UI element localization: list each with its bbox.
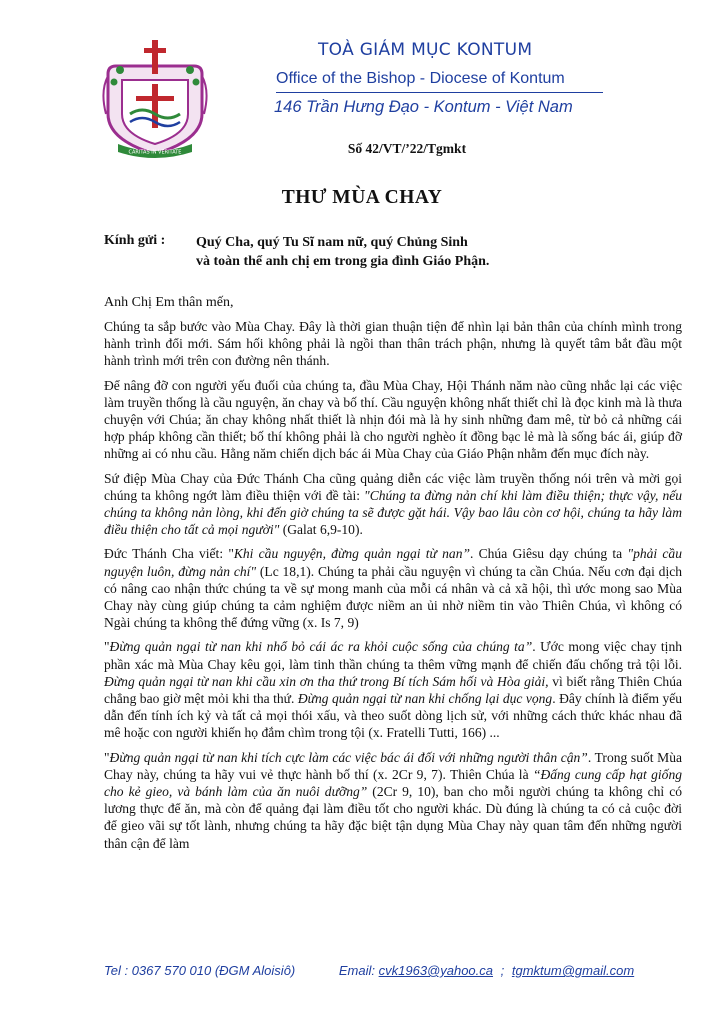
paragraph-3-text-a: Sứ điệp Mùa Chay của Đức Thánh Cha cũng quảng diễn các việc làm truyền thống nói trên và mời gọi chúng ta không ngớt làm điều thiện với đề tài: — [104, 470, 682, 503]
paragraph-3-text-b: (Galat 6,9-10). — [279, 522, 363, 538]
paragraph-6-text-a: " — [104, 749, 110, 765]
footer-telephone: Tel : 0367 570 010 (ĐGM Aloisiô) — [104, 963, 296, 978]
paragraph-4-text-b: . Chúa Giêsu dạy chúng ta — [470, 546, 628, 562]
paragraph-3 — [104, 470, 682, 539]
recipients-text — [196, 233, 489, 271]
paragraph-5-quote-3: Đừng quản ngại từ nan khi chống lại dục vọng — [297, 691, 553, 707]
paragraph-3-quote: "Chúng ta đừng nản chí khi làm điều thiện; thực vậy, nếu chúng ta không nản lòng, khi đến giờ chúng ta sẽ được gặt hái. Vậy bao lâu còn cơ hội, chúng ta hãy làm điều thiện cho tất cả mọi người" — [104, 487, 683, 538]
organization-name: TOÀ GIÁM MỤC KONTUM — [318, 40, 533, 60]
paragraph-6-quote-2: “Đấng cung cấp hạt giống cho kẻ gieo, và bánh làm của ăn nuôi dưỡng” — [104, 766, 682, 800]
paragraph-6 — [104, 749, 682, 852]
diocese-crest-logo — [100, 36, 210, 158]
recipients-line-2: và toàn thể anh chị em trong gia đình Giáo Phận. — [196, 254, 490, 269]
paragraph-5-text-b: . Ước mong việc chay tịnh phần xác mà Mùa Chay kêu gọi, làm tinh thần chúng ta thêm vững mạnh để chiến đấu chống trả tội lỗi. — [104, 639, 682, 672]
paragraph-4-text-a: Đức Thánh Cha viết: " — [104, 546, 234, 562]
paragraph-4 — [104, 545, 682, 631]
paragraph-5-text-c: vì biết rằng Thiên Chúa chẳng bao giờ mệt mỏi khi tha thứ. — [104, 673, 682, 707]
paragraph-4-quote-2: "phải cầu nguyện luôn, đừng nản chí" — [104, 546, 682, 579]
paragraph-6-quote-1: Đừng quản ngại từ nan khi tích cực làm các việc bác ái đối với những người thân cận” — [109, 749, 588, 765]
footer-email-link-2[interactable]: tgmktum@gmail.com — [511, 963, 635, 978]
paragraph-5 — [104, 638, 682, 741]
organization-name-english: Office of the Bishop - Diocese of Kontum — [276, 70, 603, 93]
recipients-line-1: Quý Cha, quý Tu Sĩ nam nữ, quý Chủng Sinh — [196, 235, 468, 250]
paragraph-6-text-b: . Trong suốt Mùa Chay này, chúng ta hãy vui vẻ thực hành bố thí (x. 2Cr 9, 7). Thiên Chúa là — [104, 749, 682, 782]
paragraph-5-quote-2: Đừng quản ngại từ nan khi cầu xin ơn tha thứ trong Bí tích Sám hối và Hòa giải, — [104, 673, 549, 689]
footer-email-link-1[interactable]: cvk1963@yahoo.ca — [378, 963, 494, 978]
reference-number: Số 42/VT/’22/Tgmkt — [347, 141, 467, 156]
paragraph-1: Chúng ta sắp bước vào Mùa Chay. Đây là thời gian thuận tiện để nhìn lại bản thân của chính mình trong hành trình đổi mới. Sám hối không phải là ngồi than thân trách phận, nhưng là quyết tâm bắt đầu một hành trình mới trên con đường nên thánh. — [104, 319, 682, 369]
footer-email-separator: ; — [500, 963, 505, 978]
organization-address: 146 Trần Hưng Đạo - Kontum - Việt Nam — [274, 98, 573, 116]
greeting: Anh Chị Em thân mến, — [104, 295, 234, 310]
paragraph-5-quote-1: Đừng quản ngại từ nan khi nhổ bỏ cái ác ra khỏi cuộc sống của chúng ta” — [109, 639, 533, 655]
paragraph-5-text-d: . Đây chính là điểm yếu dẫn đến tính ích kỷ và tất cả mọi thói xấu, và theo suốt dòng lịch sử, với những cách thức khác nhau đã mê hoặc con người khiến họ đắm chìm trong tội (x. Fratelli Tutti, 166) ... — [104, 691, 683, 741]
crest-motto: CARITAS IN VERITATE — [128, 149, 182, 156]
footer-email-label: Email: — [338, 963, 375, 978]
letter-body — [104, 318, 682, 859]
paragraph-6-text-c: (2Cr 9, 10), ban cho mỗi người chúng ta không chỉ có lương thực để ăn, mà còn để quảng đại làm điều tốt cho người khác. Dù đúng là chúng ta có cả cuộc đời để gieo vãi sự tốt lành, nhưng chúng ta hãy đặc biệt tận dụng Mùa Chay này quan tâm đến những người thân cận để làm — [104, 784, 682, 851]
paragraph-2: Để nâng đỡ con người yếu đuối của chúng ta, đầu Mùa Chay, Hội Thánh năm nào cũng nhắc lại các việc làm truyền thống là cầu nguyện, ăn chay và bố thí. Cầu nguyện không nhất thiết chỉ là đọc kinh mà là thưa chuyện với Chúa; ăn chay không nhất thiết là nhịn đói mà là hy sinh những đam mê, từ bỏ cả những cái hợp pháp không cần thiết; bố thí không phải là cho người nghèo ít đồng bạc lẻ mà là sống bác ái, giúp đỡ những ai có nhu cầu. Hằng năm chiến dịch bác ái Mùa Chay của Giáo Phận nhằm đến mục đích này. — [104, 377, 682, 462]
paragraph-4-text-c: (Lc 18,1). Chúng ta phải cầu nguyện vì chúng ta cần Chúa. Nếu cơn đại dịch có nâng cao nhận thức chúng ta về sự mong manh của mỗi cá nhân và cả xã hội, thì ước mong sao Mùa Chay này cùng giúp chúng ta cảm nghiệm được niềm an ủi nhờ niềm tin vào Thiên Chúa, vì không có Ngài chúng ta không thể đứng vững (x. Is 7, 9) — [104, 563, 683, 631]
recipients-label: Kính gửi : — [104, 233, 166, 248]
paragraph-4-quote-1: Khi cầu nguyện, đừng quản ngại từ nan” — [233, 546, 470, 562]
footer-contact — [104, 963, 634, 978]
letter-title: THƯ MÙA CHAY — [281, 187, 443, 208]
paragraph-5-text-a: " — [104, 639, 110, 655]
